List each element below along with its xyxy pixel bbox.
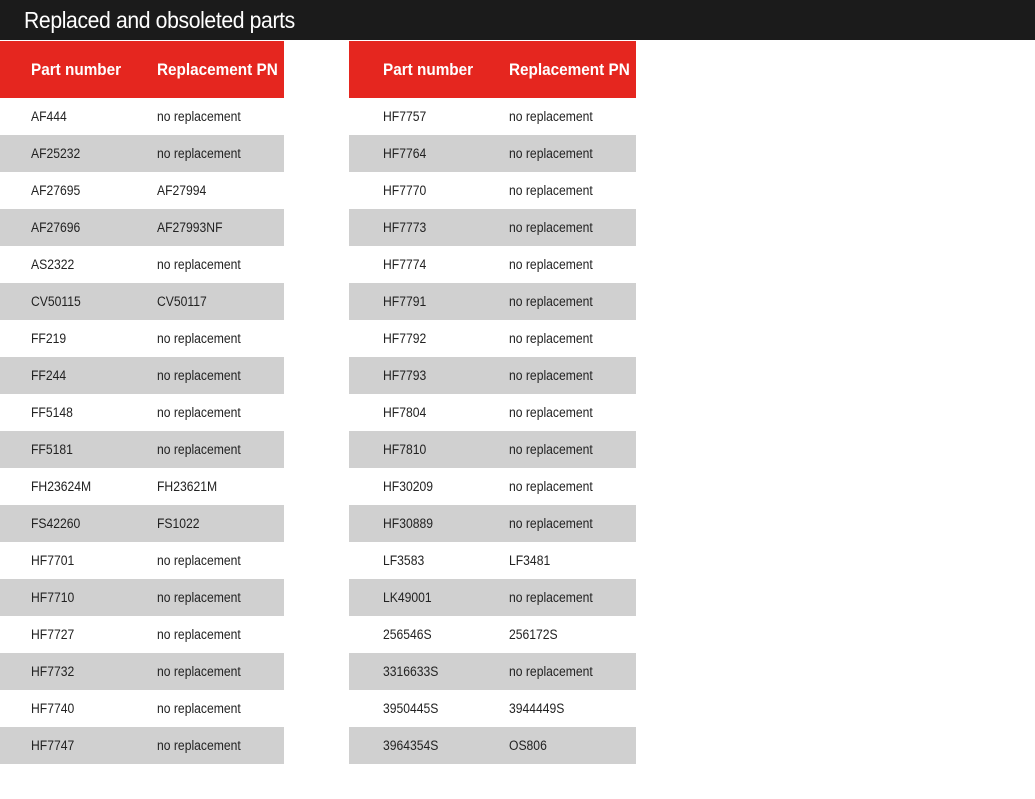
cell-replacement-pn-text: no replacement [509, 479, 593, 494]
table-body [0, 98, 284, 764]
cell-replacement-pn [509, 172, 636, 209]
cell-part-number [349, 690, 509, 727]
parts-table-left [0, 41, 284, 764]
table-row [0, 209, 284, 246]
cell-part-number-text: FS42260 [31, 516, 81, 531]
table-row [0, 135, 284, 172]
cell-replacement-pn [157, 135, 284, 172]
cell-replacement-pn-text: no replacement [509, 109, 593, 124]
table-row [0, 579, 284, 616]
cell-replacement-pn [509, 98, 636, 135]
cell-replacement-pn [509, 209, 636, 246]
cell-part-number [0, 135, 157, 172]
cell-replacement-pn [509, 727, 636, 764]
cell-replacement-pn-text: no replacement [157, 590, 241, 605]
table-row [349, 246, 636, 283]
cell-part-number [0, 246, 157, 283]
cell-part-number-text: HF7792 [383, 331, 427, 346]
table-row [349, 394, 636, 431]
cell-replacement-pn-text: no replacement [509, 590, 593, 605]
cell-part-number [0, 357, 157, 394]
cell-replacement-pn-text: FH23621M [157, 479, 218, 494]
cell-part-number-text: 3950445S [383, 701, 439, 716]
table-row [349, 357, 636, 394]
cell-part-number-text: AF25232 [31, 146, 81, 161]
cell-part-number-text: HF7810 [383, 442, 427, 457]
cell-replacement-pn [157, 394, 284, 431]
table-row [349, 431, 636, 468]
table-row [0, 357, 284, 394]
table-row [0, 320, 284, 357]
cell-replacement-pn-text: no replacement [509, 294, 593, 309]
cell-part-number-text: 3316633S [383, 664, 439, 679]
cell-part-number-text: HF7764 [383, 146, 427, 161]
cell-replacement-pn [509, 653, 636, 690]
column-header-replacement-pn [509, 41, 636, 98]
cell-replacement-pn [157, 690, 284, 727]
table-row [0, 394, 284, 431]
cell-replacement-pn [157, 320, 284, 357]
cell-replacement-pn [509, 579, 636, 616]
cell-replacement-pn-text: no replacement [157, 627, 241, 642]
cell-replacement-pn [157, 616, 284, 653]
cell-replacement-pn-text: 256172S [509, 627, 558, 642]
table-row [349, 542, 636, 579]
cell-replacement-pn [157, 357, 284, 394]
cell-part-number-text: HF7804 [383, 405, 427, 420]
table-body [349, 98, 636, 764]
cell-replacement-pn [157, 653, 284, 690]
cell-part-number [0, 468, 157, 505]
cell-replacement-pn [157, 579, 284, 616]
table-row [349, 209, 636, 246]
cell-replacement-pn-text: no replacement [157, 442, 241, 457]
table-row [0, 172, 284, 209]
cell-replacement-pn-text: no replacement [509, 368, 593, 383]
cell-part-number-text: HF7747 [31, 738, 75, 753]
cell-replacement-pn-text: no replacement [157, 257, 241, 272]
cell-part-number [349, 172, 509, 209]
cell-replacement-pn-text: no replacement [157, 331, 241, 346]
column-header-part-number [349, 41, 509, 98]
cell-part-number-text: FF5148 [31, 405, 73, 420]
cell-replacement-pn [509, 542, 636, 579]
cell-replacement-pn [157, 172, 284, 209]
title-bar [0, 0, 1035, 40]
cell-part-number-text: HF7732 [31, 664, 75, 679]
cell-part-number-text: FF5181 [31, 442, 73, 457]
cell-replacement-pn-text: no replacement [509, 183, 593, 198]
cell-replacement-pn [509, 283, 636, 320]
cell-part-number [0, 542, 157, 579]
table-row [0, 283, 284, 320]
cell-part-number [349, 246, 509, 283]
cell-replacement-pn [157, 283, 284, 320]
cell-part-number [0, 431, 157, 468]
cell-part-number-text: FH23624M [31, 479, 92, 494]
cell-part-number [349, 283, 509, 320]
cell-replacement-pn [509, 505, 636, 542]
column-header-label: Replacement PN [157, 59, 278, 79]
table-row [349, 653, 636, 690]
column-header-label: Part number [31, 59, 122, 79]
cell-replacement-pn [509, 616, 636, 653]
cell-replacement-pn-text: no replacement [509, 516, 593, 531]
cell-replacement-pn-text: no replacement [157, 664, 241, 679]
cell-replacement-pn-text: no replacement [509, 664, 593, 679]
cell-replacement-pn-text: AF27993NF [157, 220, 223, 235]
cell-replacement-pn [509, 135, 636, 172]
cell-part-number [349, 394, 509, 431]
cell-part-number [349, 320, 509, 357]
cell-replacement-pn [509, 357, 636, 394]
table-row [349, 690, 636, 727]
cell-part-number-text: AS2322 [31, 257, 75, 272]
table-header-row [0, 41, 284, 98]
table-row [349, 505, 636, 542]
cell-part-number-text: HF7701 [31, 553, 75, 568]
cell-part-number [349, 209, 509, 246]
cell-replacement-pn-text: no replacement [157, 109, 241, 124]
cell-part-number-text: HF7740 [31, 701, 75, 716]
cell-part-number-text: FF219 [31, 331, 67, 346]
cell-replacement-pn-text: no replacement [157, 405, 241, 420]
column-header-label: Replacement PN [509, 59, 630, 79]
cell-replacement-pn-text: AF27994 [157, 183, 207, 198]
cell-replacement-pn-text: no replacement [509, 220, 593, 235]
table-row [349, 283, 636, 320]
cell-part-number-text: HF7710 [31, 590, 75, 605]
cell-replacement-pn-text: OS806 [509, 738, 547, 753]
cell-part-number [0, 653, 157, 690]
cell-replacement-pn-text: no replacement [157, 368, 241, 383]
cell-part-number-text: HF7770 [383, 183, 427, 198]
cell-part-number [349, 98, 509, 135]
cell-part-number [0, 394, 157, 431]
cell-part-number [349, 579, 509, 616]
cell-replacement-pn-text: no replacement [509, 257, 593, 272]
cell-part-number-text: CV50115 [31, 294, 81, 309]
cell-part-number-text: AF27695 [31, 183, 81, 198]
cell-part-number [349, 542, 509, 579]
cell-part-number [0, 505, 157, 542]
cell-part-number-text: LF3583 [383, 553, 425, 568]
cell-replacement-pn-text: no replacement [157, 701, 241, 716]
cell-part-number [0, 283, 157, 320]
cell-part-number [349, 468, 509, 505]
cell-replacement-pn [509, 431, 636, 468]
cell-replacement-pn-text: no replacement [509, 146, 593, 161]
cell-replacement-pn-text: CV50117 [157, 294, 207, 309]
cell-part-number [349, 357, 509, 394]
table-row [349, 468, 636, 505]
table-row [0, 690, 284, 727]
cell-part-number [349, 505, 509, 542]
cell-part-number-text: HF7774 [383, 257, 427, 272]
cell-replacement-pn [509, 468, 636, 505]
cell-replacement-pn [157, 505, 284, 542]
table-row [0, 98, 284, 135]
cell-replacement-pn [509, 246, 636, 283]
cell-replacement-pn-text: no replacement [157, 146, 241, 161]
table-row [0, 727, 284, 764]
cell-replacement-pn-text: no replacement [509, 331, 593, 346]
cell-part-number-text: HF7757 [383, 109, 427, 124]
cell-part-number-text: HF30889 [383, 516, 433, 531]
table-row [349, 579, 636, 616]
cell-replacement-pn [157, 98, 284, 135]
table-row [349, 616, 636, 653]
table-row [349, 727, 636, 764]
cell-replacement-pn [509, 690, 636, 727]
table-row [0, 505, 284, 542]
table-row [349, 135, 636, 172]
cell-replacement-pn-text: LF3481 [509, 553, 551, 568]
column-header-part-number [0, 41, 157, 98]
cell-part-number [0, 616, 157, 653]
cell-part-number [0, 690, 157, 727]
column-header-replacement-pn [157, 41, 284, 98]
cell-replacement-pn [157, 209, 284, 246]
cell-replacement-pn-text: FS1022 [157, 516, 200, 531]
table-row [0, 431, 284, 468]
cell-part-number [349, 431, 509, 468]
cell-part-number [349, 616, 509, 653]
cell-replacement-pn-text: no replacement [157, 738, 241, 753]
cell-part-number [349, 135, 509, 172]
cell-part-number [0, 727, 157, 764]
table-row [349, 172, 636, 209]
cell-replacement-pn [157, 468, 284, 505]
cell-part-number [349, 653, 509, 690]
cell-part-number-text: AF444 [31, 109, 67, 124]
table-row [349, 320, 636, 357]
cell-part-number-text: LK49001 [383, 590, 432, 605]
cell-replacement-pn-text: no replacement [157, 553, 241, 568]
table-row [0, 468, 284, 505]
cell-part-number-text: FF244 [31, 368, 67, 383]
cell-part-number-text: HF7791 [383, 294, 427, 309]
cell-part-number [0, 320, 157, 357]
cell-part-number-text: AF27696 [31, 220, 81, 235]
cell-part-number [349, 727, 509, 764]
table-header-row [349, 41, 636, 98]
table-row [0, 542, 284, 579]
table-row [349, 98, 636, 135]
table-row [0, 246, 284, 283]
cell-part-number-text: 256546S [383, 627, 432, 642]
cell-replacement-pn-text: no replacement [509, 405, 593, 420]
cell-replacement-pn [509, 394, 636, 431]
cell-part-number [0, 209, 157, 246]
cell-part-number [0, 98, 157, 135]
cell-replacement-pn [157, 542, 284, 579]
table-row [0, 653, 284, 690]
page-title: Replaced and obsoleted parts [24, 7, 295, 33]
column-header-label: Part number [383, 59, 474, 79]
cell-part-number [0, 172, 157, 209]
cell-part-number [0, 579, 157, 616]
cell-replacement-pn [157, 246, 284, 283]
cell-replacement-pn [509, 320, 636, 357]
cell-part-number-text: HF7727 [31, 627, 75, 642]
cell-replacement-pn [157, 431, 284, 468]
cell-part-number-text: HF7773 [383, 220, 427, 235]
table-row [0, 616, 284, 653]
cell-part-number-text: 3964354S [383, 738, 439, 753]
cell-part-number-text: HF7793 [383, 368, 427, 383]
cell-part-number-text: HF30209 [383, 479, 433, 494]
cell-replacement-pn-text: 3944449S [509, 701, 565, 716]
cell-replacement-pn-text: no replacement [509, 442, 593, 457]
parts-table-right [349, 41, 636, 764]
cell-replacement-pn [157, 727, 284, 764]
